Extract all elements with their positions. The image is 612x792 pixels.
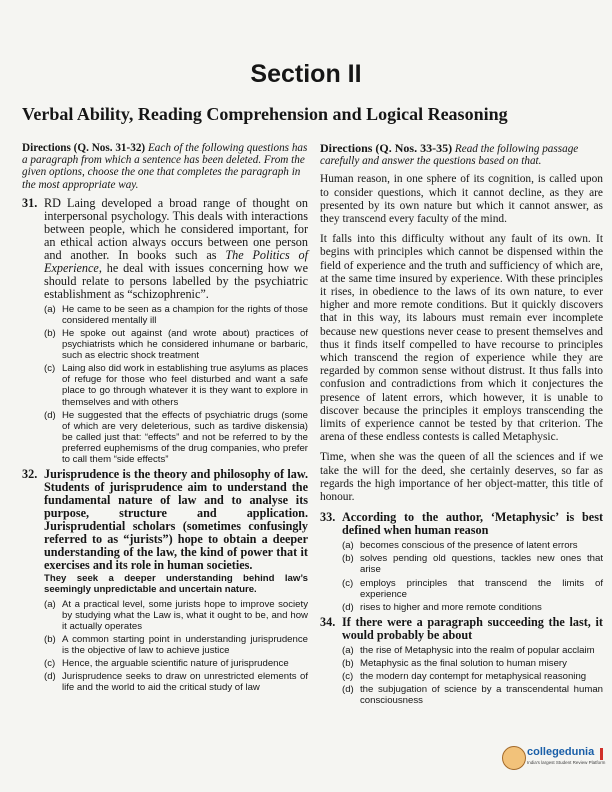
question-34 bbox=[320, 616, 603, 706]
section-subtitle: Verbal Ability, Reading Comprehension and Logical Reasoning bbox=[22, 104, 508, 124]
option-label: (b) bbox=[342, 553, 354, 565]
directions-body: Read the following passage carefully and answer the questions based on that. bbox=[320, 143, 579, 168]
option-d[interactable] bbox=[342, 602, 603, 613]
option-text: Jurisprudence seeks to draw on unrestricted elements of life and the world to aid the critical study of law bbox=[62, 671, 308, 694]
mascot-icon bbox=[502, 746, 526, 770]
question-number: 31. bbox=[22, 195, 38, 210]
option-c[interactable] bbox=[44, 363, 308, 407]
left-column bbox=[22, 142, 308, 696]
option-text: He suggested that the effects of psychiatric drugs (some of which are very deleterious, such as tardive diskensia) be called just that: “effects” and not be referred to by the preferred euphemisms of the drug companies, who prefer to call them “side effects” bbox=[62, 409, 308, 466]
option-text: He spoke out against (and wrote about) practices of psychiatrists which he considered inhumane or barbaric, such as electric shock treatment bbox=[62, 328, 308, 362]
directions-lead: Directions (Q. Nos. 33-35) bbox=[320, 141, 453, 155]
question-text: According to the author, ‘Metaphysic’ is best defined when human reason bbox=[342, 510, 603, 538]
brand-mark-icon bbox=[600, 748, 603, 760]
option-label: (b) bbox=[342, 657, 354, 669]
book-title: The Politics of Experience bbox=[44, 247, 309, 275]
option-label: (c) bbox=[342, 577, 354, 589]
question-extra-text: They seek a deeper understanding behind law’s seemingly unpredictable and uncertain nature. bbox=[44, 573, 308, 596]
option-text: At a practical level, some jurists hope to improve society by studying what the Law is, what it ought to be, and how it actually operates bbox=[62, 598, 308, 632]
brand-tagline: India's largest Student Review Platform bbox=[527, 760, 606, 765]
options-list bbox=[44, 304, 308, 465]
option-label: (d) bbox=[44, 671, 56, 683]
option-a[interactable] bbox=[342, 645, 603, 656]
option-label: (c) bbox=[44, 658, 56, 669]
option-c[interactable] bbox=[342, 671, 603, 682]
option-text: rises to higher and more remote conditions bbox=[360, 601, 542, 613]
option-b[interactable] bbox=[342, 658, 603, 669]
option-label: (a) bbox=[342, 644, 354, 656]
option-d[interactable] bbox=[342, 684, 603, 706]
options-list bbox=[342, 540, 603, 613]
directions-body: Each of the following questions has a paragraph from which a sentence has been deleted. From the given options, choose the one that completes the paragraph in the most appropriate way. bbox=[22, 142, 308, 191]
option-label: (a) bbox=[44, 303, 56, 315]
option-d[interactable] bbox=[44, 410, 308, 465]
question-number: 34. bbox=[320, 614, 336, 629]
question-33 bbox=[320, 511, 603, 613]
question-text-part: , he deal with issues concerning how we should relate to persons labelled by the psychiatric establishment as “schizophrenic”. bbox=[44, 260, 308, 301]
option-a[interactable] bbox=[342, 540, 603, 551]
option-a[interactable] bbox=[44, 599, 308, 632]
option-label: (d) bbox=[342, 601, 354, 613]
option-label: (a) bbox=[342, 540, 354, 552]
question-number: 32. bbox=[22, 467, 38, 482]
option-b[interactable] bbox=[342, 553, 603, 575]
question-text-part: Jurisprudence is the theory and philosophy of law. Students of jurisprudence aim to understand the fundamental nature of law and to analyse its purpose, structure and application. Jurisprudential scholars (sometimes confusingly referred to as “jurists”) hope to obtain a deeper understanding of the law, the kind of power that it exercises and its role in human societies. bbox=[44, 467, 308, 573]
option-label: (c) bbox=[44, 363, 56, 375]
option-text: employs principles that transcend the limits of experience bbox=[360, 577, 603, 600]
option-label: (d) bbox=[44, 409, 56, 421]
brand-name: collegedunia bbox=[527, 746, 595, 758]
question-text: If there were a paragraph succeeding the last, it would probably be about bbox=[342, 614, 603, 642]
question-text bbox=[44, 468, 308, 595]
passage-paragraph-3: Time, when she was the queen of all the sciences and if we take the will for the deed, she certainly deserves, so far as regards the high importance of her object-matter, this title of honour. bbox=[320, 451, 603, 504]
option-a[interactable] bbox=[44, 304, 308, 326]
question-31 bbox=[22, 197, 308, 465]
option-label: (d) bbox=[342, 684, 354, 696]
option-text: solves pending old questions, tackles new ones that arise bbox=[360, 553, 603, 576]
passage-paragraph-1: Human reason, in one sphere of its cognition, is called upon to consider questions, which it cannot decline, as they are presented by its own nature but which it cannot answer, as they transcend every faculty of the mind. bbox=[320, 173, 603, 226]
option-label: (b) bbox=[44, 328, 56, 339]
option-label: (b) bbox=[44, 633, 56, 645]
directions-31-32 bbox=[22, 142, 308, 191]
question-text bbox=[44, 197, 308, 301]
option-c[interactable] bbox=[44, 658, 308, 669]
option-text: A common starting point in understanding jurisprudence is the objective of law to achieve justice bbox=[62, 633, 308, 656]
option-text: the rise of Metaphysic into the realm of popular acclaim bbox=[360, 644, 595, 656]
option-c[interactable] bbox=[342, 578, 603, 600]
option-d[interactable] bbox=[44, 671, 308, 693]
directions-33-35 bbox=[320, 142, 603, 167]
passage-paragraph-2: It falls into this difficulty without any fault of its own. It begins with principles which cannot be dispensed within the field of experience and the truth and sufficiency of which are, at the same time insured by experience. With these principles it rises, in obedience to the laws of its own nature, to ever higher and more remote conditions. But it quickly discovers that in this way, its labours must remain ever incomplete because new questions never cease to present themselves and thus it finds itself compelled to have recourse to principles which transcend the region of experience while they are regarded by common sense without distrust. It thus falls into confusion and contradictions from which it conjectures the presence of latent errors, which however, it is unable to discover because the principles it employs transcending the limits of experience cannot be tested by that criterion. The arena of these endless contests is called Metaphysic. bbox=[320, 233, 603, 444]
directions-lead: Directions (Q. Nos. 31-32) bbox=[22, 142, 146, 154]
option-text: Metaphysic as the final solution to human misery bbox=[360, 657, 567, 669]
option-text: the modern day contempt for metaphysical reasoning bbox=[360, 671, 587, 683]
option-text: Laing also did work in establishing true asylums as places of refuge for those who feel disturbed and want a safe place to go through whatever it is they want to explore in themselves and with others bbox=[62, 363, 308, 408]
option-label: (c) bbox=[342, 671, 354, 683]
option-b[interactable] bbox=[44, 328, 308, 361]
section-title: Section II bbox=[250, 60, 362, 88]
option-label: (a) bbox=[44, 598, 56, 610]
option-b[interactable] bbox=[44, 634, 308, 656]
option-text: He came to be seen as a champion for the rights of those considered mentally ill bbox=[62, 303, 308, 326]
question-32 bbox=[22, 468, 308, 693]
option-text: Hence, the arguable scientific nature of jurisprudence bbox=[62, 658, 289, 669]
question-text-part: RD Laing developed a broad range of thought on interpersonal psychology. This deals with interactions between people, which he considered important, for an ethical action always occurs between one person and another. In books such as bbox=[44, 195, 308, 262]
option-text: becomes conscious of the presence of latent errors bbox=[360, 540, 578, 552]
options-list bbox=[44, 599, 308, 694]
options-list bbox=[342, 645, 603, 706]
right-column bbox=[320, 142, 603, 709]
question-number: 33. bbox=[320, 510, 336, 525]
collegedunia-logo bbox=[502, 744, 608, 782]
option-text: the subjugation of science by a transcendental human consciousness bbox=[360, 684, 603, 707]
